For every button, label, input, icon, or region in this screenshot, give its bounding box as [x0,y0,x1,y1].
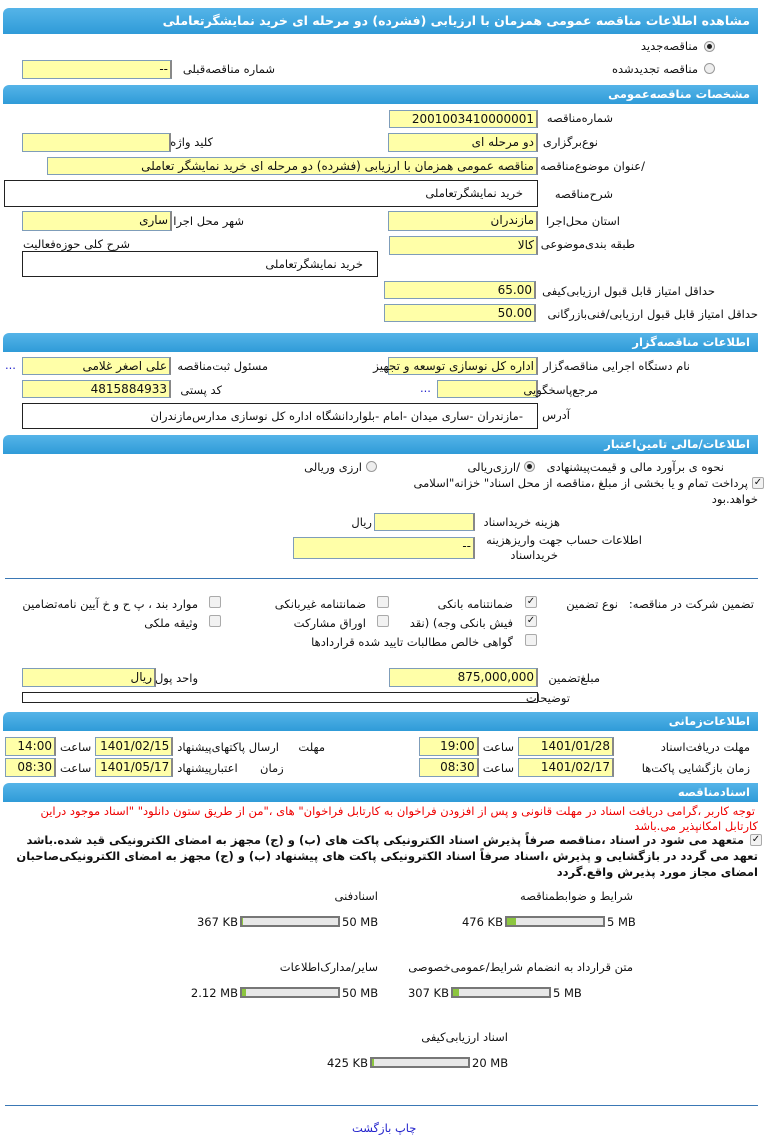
file-size: 425 KB [326,1056,368,1070]
section-finance: اطلاعات/مالی تامین‌اعتبار [3,435,758,454]
min-tech-score[interactable]: 50.00 [384,304,536,322]
activity-description: خرید نمایشگرتعاملی [22,251,378,277]
validity-time[interactable]: 08:30 [5,758,56,777]
section-documents: اسنادمناقصه [3,783,758,802]
holding-type-label: نوع‌برگزاری [542,135,598,149]
guarantee-amount[interactable]: 875,000,000 [389,668,538,687]
postal-code[interactable]: 4815884933 [22,380,171,398]
province-label: استان محل‌اجرا [545,214,620,228]
guarantee-label: تضمین شرکت در مناقصه: [628,597,754,611]
open-label: زمان بازگشایی پاکت‌ها [641,760,750,775]
checkbox-bank-receipt[interactable]: ✓ [526,615,536,626]
page-title: مشاهده اطلاعات مناقصه عمومی همزمان با ارزیابی (فشرده) دو مرحله ای خرید نمایشگرتعاملی [3,8,758,34]
category-field[interactable]: کالا [389,236,538,255]
label-renewed-tender: مناقصه تجدیدشده [611,62,698,76]
address-box: -مازندران -ساری میدان -امام -بلواردانشگاه اداره کل نوسازی مدارس‌مازندران [22,403,538,429]
notes-box [22,692,538,703]
open-date[interactable]: 1401/02/17 [518,758,614,777]
address-label: آدرس [542,408,570,422]
commit-line-3: امضای مجاز مورد پذیرش واقع.گردد [556,865,758,879]
prev-tender-number[interactable]: -- [22,60,172,79]
treasury-checkbox[interactable]: ✓ [753,477,763,488]
treasury-text-2: خواهد.بود [711,492,758,506]
bank-guarantee-label: ضمانتنامه بانکی [437,597,513,611]
file-size: 2.12 MB [190,986,238,1000]
file-size: 476 KB [461,915,503,929]
timing-row-1 [5,737,750,756]
keyword-field[interactable] [22,133,171,152]
responsible-label: مسئول ثبت‌مناقصه [177,359,268,373]
guarantee-type-label: نوع تضمین [566,597,618,611]
city-field[interactable]: ساری [22,211,172,231]
validity-time-label: ساعت [60,760,92,775]
print-back-link[interactable]: چاپ بازگشت [352,1121,417,1135]
file-max-size: 20 MB [472,1056,509,1070]
doc-fee-unit: ریال [351,515,372,529]
send-date[interactable]: 1401/02/15 [95,737,173,756]
doc-fee-field[interactable] [374,513,475,531]
file-max-size: 5 MB [553,986,582,1000]
checkbox-receivables[interactable] [525,634,537,646]
bonds-label: اوراق مشارکت [293,616,366,630]
send-time-label: ساعت [60,739,92,754]
tender-subject-label: /عنوان موضوع‌مناقصه [540,159,645,173]
file-size-fill [242,989,246,996]
receive-date[interactable]: 1401/01/28 [518,737,614,756]
file-max-size: 50 MB [342,915,379,929]
responsible-field[interactable]: علی اصغر غلامی [22,357,171,375]
tender-number[interactable]: 2001003410000001 [389,110,538,128]
file-name: شرایط و ضوابطمناقصه [520,889,633,903]
radio-rial-label: /ارزی‌ریالی [467,460,520,474]
city-label: شهر محل اجرا [173,214,244,228]
file-name: متن قرارداد به انضمام شرایط/عمومی‌خصوصی [408,960,633,974]
reference-label: مرجع‌پاسخگویی [523,383,598,397]
min-quality-label: حداقل امتیاز قابل قبول ارزیابی‌کیفی [542,284,715,298]
min-quality-score[interactable]: 65.00 [384,281,536,299]
receive-label: مهلت دریافت‌اسناد [660,739,750,754]
currency-field[interactable]: ریال [22,668,156,687]
send-label-b: ارسال پاکتهای‌پیشنهاد [177,739,279,754]
open-time-label: ساعت [482,760,514,775]
nonbank-guarantee-label: ضمانتنامه غیربانکی [274,597,366,611]
label-new-tender: مناقصه‌جدید [640,39,698,53]
file-max-size: 5 MB [607,915,636,929]
reference-more-link[interactable]: ... [420,381,431,395]
tender-description: خرید نمایشگرتعاملی [4,180,538,207]
bank-receipt-label: فیش بانکی وجه) (نقد [409,616,513,630]
timing-row-2 [5,758,750,777]
min-tech-label: حداقل امتیاز قابل قبول ارزیابی/فنی‌بازرگانی [547,307,758,321]
province-field[interactable]: مازندران [388,211,538,231]
radio-rial[interactable] [524,461,535,472]
organizer-name-label: نام دستگاه اجرایی مناقصه‌گزار [543,359,690,373]
file-name: اسنادفنی [334,889,378,903]
notice-line-1: توجه کاربر ،گرامی دریافت اسناد در مهلت قانونی و پس از افزودن فراخوان به کارتابل فراخوان" های ،"من از طریق ستون دانلود" "اسناد موجود دراین [40,804,755,818]
tender-number-label: شماره‌مناقصه [546,111,613,125]
other-items-label: موارد بند ، پ ح و خ آیین نامه‌تضامین [22,597,198,611]
account-label-2: خریداسناد [510,548,558,562]
commit-line-2: تعهد می گردد در بازگشایی و پذیرش ،اسناد صرفاً اسناد الکترونیکی پاکت های پیشنهاد (ب) و (ج) مجهز به امضای الکترونیکی‌صاحبان [16,849,758,863]
radio-fx-rial[interactable] [366,461,377,472]
validity-label-b: اعتبارپیشنهاد [177,760,238,775]
validity-label-a: زمان [260,760,284,775]
file-name: اسناد ارزیابی‌کیفی [421,1030,508,1044]
property-label: وثیقه ملکی [144,616,198,630]
checkbox-bank-guarantee[interactable]: ✓ [526,596,536,607]
currency-label: واحد پول [154,671,198,685]
estimate-label: نحوه ی برآورد مالی و قیمت‌پیشنهادی [546,460,724,474]
doc-fee-label: هزینه خریداسناد [483,515,560,529]
receivables-label: گواهی خالص مطالبات تایید شده قراردادها [311,635,513,649]
file-size: 367 KB [196,915,238,929]
responsible-more-link[interactable]: ... [5,358,16,372]
commit-line-1: متعهد می شود در اسناد ،مناقصه صرفاً پذیرش اسناد الکترونیکی پاکت های (ب) و (ج) مجهز به امضای الکترونیکی قید شده.باشد [26,833,744,847]
account-label-1: اطلاعات حساب جهت واریزهزینه [486,533,642,547]
keyword-label: کلید واژه [170,135,213,149]
receive-time[interactable]: 19:00 [419,737,479,756]
footer-divider [5,1105,758,1106]
checkbox-bonds[interactable] [377,615,389,627]
receive-time-label: ساعت [482,739,514,754]
notes-label: توضیحات [525,691,570,705]
send-time[interactable]: 14:00 [5,737,56,756]
file-size-fill [453,989,459,996]
send-label-a: مهلت [298,739,325,754]
file-size-fill [507,918,516,925]
account-field[interactable]: -- [293,537,475,559]
notice-line-2: کارتابل امکانپذیر می.باشد [634,819,758,833]
file-size-bar [370,1057,470,1068]
checkbox-nonbank-guarantee[interactable] [377,596,389,608]
validity-date[interactable]: 1401/05/17 [95,758,173,777]
file-size: 307 KB [407,986,449,1000]
holding-type[interactable]: دو مرحله ای [388,133,538,152]
file-size-bar [451,987,551,998]
radio-new-tender[interactable] [704,41,715,52]
file-name: سایر/مدارک‌اطلاعات [279,960,378,974]
commit-checkbox[interactable]: ✓ [751,834,761,845]
organizer-name[interactable]: اداره کل نوسازی توسعه و تجهیز [388,357,538,375]
checkbox-other-items[interactable] [209,596,221,608]
treasury-text-1: پرداخت تمام و یا بخشی از مبلغ ،مناقصه از محل اسناد" خزانه"اسلامی [413,476,748,490]
file-size-bar [240,987,340,998]
file-size-bar [240,916,340,927]
open-time[interactable]: 08:30 [419,758,479,777]
file-size-fill [372,1059,374,1066]
radio-fx-rial-label: ارزی وریالی [304,460,362,474]
prev-tender-label: شماره مناقصه‌قبلی [182,62,275,76]
postal-code-label: کد پستی [180,383,222,397]
category-label: طبقه بندی‌موضوعی [540,237,635,251]
section-timing: اطلاعات‌زمانی [3,712,758,731]
radio-renewed-tender[interactable] [704,63,715,74]
section-general: مشخصات مناقصه‌عمومی [3,85,758,104]
activity-label: شرح کلی حوزه‌فعالیت [22,237,130,251]
file-max-size: 50 MB [342,986,379,1000]
file-size-bar [505,916,605,927]
tender-description-label: شرح‌مناقصه [554,187,613,201]
checkbox-property[interactable] [209,615,221,627]
file-size-fill [242,918,243,925]
guarantee-amount-label: مبلغ‌تضمین [548,671,600,685]
section-organizer: اطلاعات مناقصه‌گزار [3,333,758,352]
tender-subject[interactable]: مناقصه عمومی همزمان با ارزیابی (فشرده) دو مرحله ای خرید نمایشگر تعاملی [47,157,538,175]
divider [5,578,758,579]
